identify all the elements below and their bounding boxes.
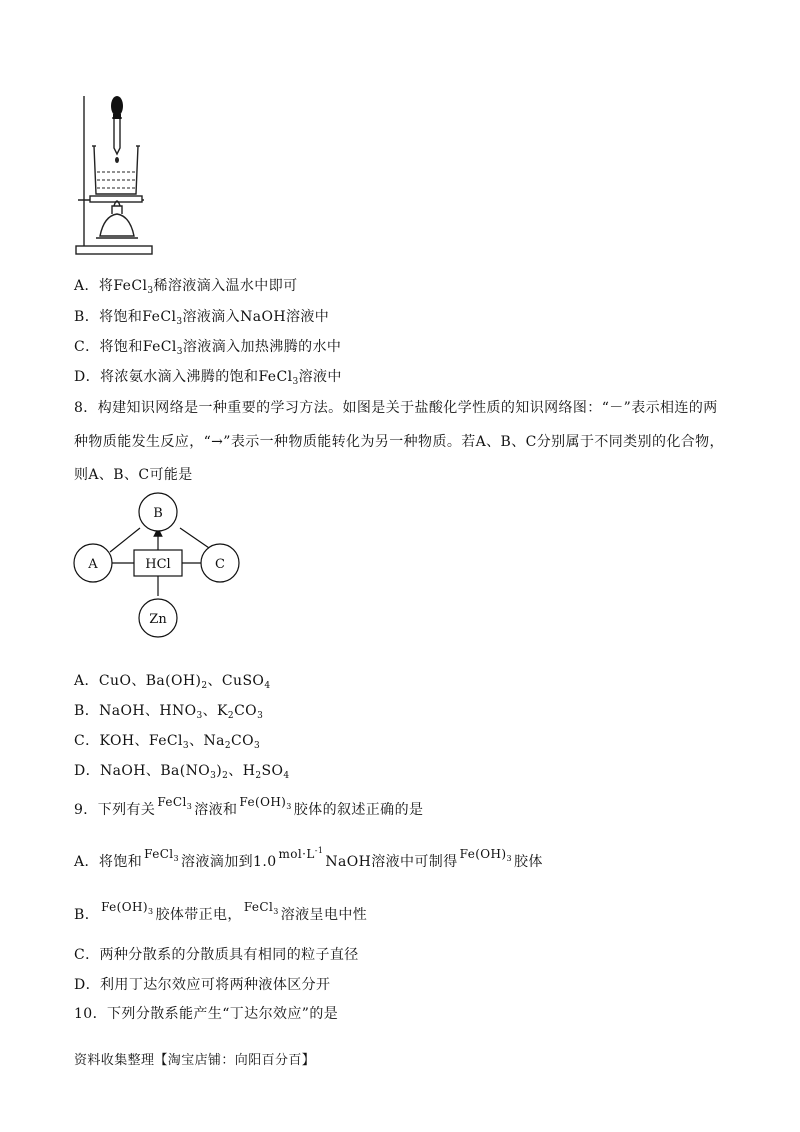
node-a-label: A [88, 557, 98, 572]
link-b-c [180, 528, 212, 550]
q8-stem-line-1: 8．构建知识网络是一种重要的学习方法。如图是关于盐酸化学性质的知识网络图：“－”表示相连的两 [74, 400, 718, 416]
formula-fecl3: FeCl$_3$ [144, 847, 180, 863]
q9-option-b: B． $Fe(OH)_3$ 胶体带正电， FeCl$_3$ 溶液呈电中性 [74, 905, 367, 925]
q8-option-d: D．NaOH、$Ba(NO_3)_2$、$H_2SO_4$ [74, 763, 290, 781]
q7-option-a: A．将FeCl$_3$稀溶液滴入温水中即可 [74, 278, 298, 296]
q8-stem-line-2: 种物质能发生反应，“→”表示一种物质能转化为另一种物质。若A、B、C分别属于不同类别的化合物， [74, 434, 724, 450]
formula-feoh3: $Fe(OH)_3$ [459, 847, 512, 863]
formula-fecl3: FeCl$_3$ [243, 900, 279, 916]
hcl-network-diagram [70, 490, 250, 646]
q9-stem: 9．下列有关 FeCl$_3$ 溶液和 $Fe(OH)_3$ 胶体的叙述正确的是 [74, 800, 423, 820]
q9-option-c: C．两种分散系的分散质具有相同的粒子直径 [74, 947, 359, 963]
formula-feoh3: $Fe(OH)_3$ [239, 795, 292, 811]
q7-option-c: C．将饱和FeCl$_3$溶液滴入加热沸腾的水中 [74, 339, 342, 357]
node-c-label: C [215, 557, 225, 572]
q8-option-a: A．CuO、$Ba(OH)_2$、CuSO$_4$ [74, 673, 271, 691]
node-zn-label: Zn [149, 612, 167, 627]
q10-stem: 10．下列分散系能产生“丁达尔效应”的是 [74, 1006, 339, 1022]
q9-option-d: D．利用丁达尔效应可将两种液体区分开 [74, 977, 331, 993]
q8-option-b: B．NaOH、$HNO_3$、$K_2CO_3$ [74, 703, 264, 721]
q7-option-d: D．将浓氨水滴入沸腾的饱和FeCl$_3$溶液中 [74, 369, 342, 387]
node-b-label: B [153, 506, 163, 521]
link-a-b [110, 528, 140, 552]
node-hcl-label: HCl [145, 557, 171, 572]
q7-option-b: B．将饱和FeCl$_3$溶液滴入NaOH溶液中 [74, 309, 330, 327]
page-footer: 资料收集整理【淘宝店铺：向阳百分百】 [74, 1053, 316, 1068]
formula-feoh3: $Fe(OH)_3$ [101, 900, 154, 916]
q8-option-c: C．KOH、FeCl$_3$、$Na_2CO_3$ [74, 733, 261, 751]
q8-stem-line-3: 则A、B、C可能是 [74, 467, 193, 483]
unit-mol-per-l: $mol\cdot L^{-1}$ [278, 846, 324, 861]
q9-option-a: A．将饱和 FeCl$_3$ 溶液滴加到1.0 $mol\cdot L^{-1}NaOH$溶液中可制得 $Fe(OH)_3$ 胶体 [74, 846, 543, 870]
formula-fecl3: FeCl$_3$ [157, 795, 193, 811]
apparatus-figure [70, 88, 160, 260]
